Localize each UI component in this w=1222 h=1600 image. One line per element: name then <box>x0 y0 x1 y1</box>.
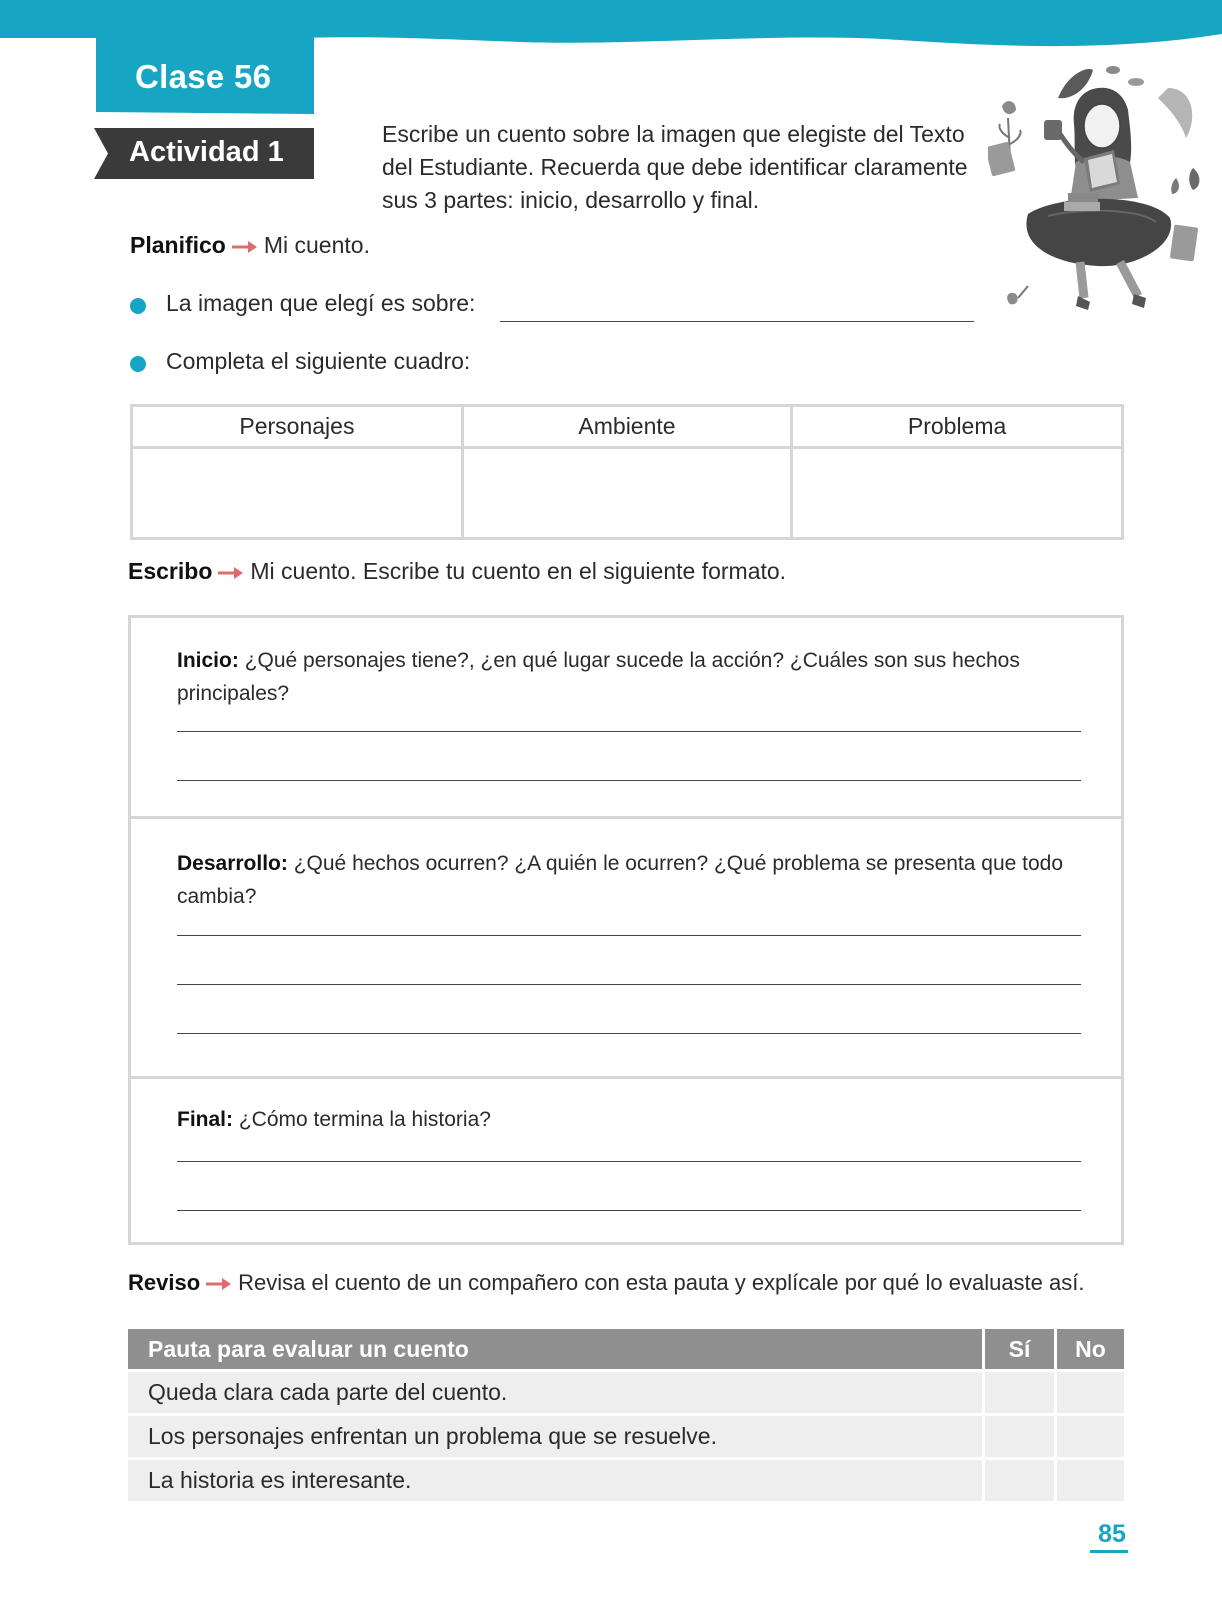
header-problema: Problema <box>792 407 1121 447</box>
si-checkbox-cell[interactable] <box>982 1457 1054 1501</box>
inicio-question: ¿Qué personajes tiene?, ¿en qué lugar sucede la acción? ¿Cuáles son sus hechos principales? <box>177 649 1020 705</box>
reviso-text: Revisa el cuento de un compañero con esta pauta y explícale por qué lo evaluaste así. <box>238 1270 1085 1295</box>
story-format-box <box>128 615 1124 1245</box>
section-desarrollo <box>131 816 1121 1076</box>
section-final <box>131 1076 1121 1242</box>
evaluation-table <box>128 1329 1124 1501</box>
writing-line[interactable] <box>177 1161 1081 1162</box>
column-si: Sí <box>982 1329 1054 1369</box>
escribo-text: Mi cuento. Escribe tu cuento en el siguiente formato. <box>250 558 787 584</box>
header-ambiente: Ambiente <box>462 407 791 447</box>
final-prompt <box>177 1103 1077 1136</box>
bullet-dot-icon <box>130 298 146 314</box>
class-title: Clase 56 <box>135 58 272 95</box>
criterion-text: Queda clara cada parte del cuento. <box>128 1369 982 1413</box>
desarrollo-question: ¿Qué hechos ocurren? ¿A quién le ocurren? ¿Qué problema se presenta que todo cambia? <box>177 852 1064 908</box>
header-personajes: Personajes <box>133 407 462 447</box>
evaluation-header: Pauta para evaluar un cuento <box>128 1329 982 1369</box>
bullet-imagen <box>130 290 475 317</box>
page-number: 85 <box>1098 1520 1126 1548</box>
activity-instructions: Escribe un cuento sobre la imagen que elegiste del Texto del Estudiante. Recuerda que debe identificar claramente sus 3 partes: inicio, desarrollo y final. <box>382 121 968 213</box>
no-checkbox-cell[interactable] <box>1054 1413 1124 1457</box>
criterion-text: Los personajes enfrentan un problema que se resuelve. <box>128 1413 982 1457</box>
writing-line[interactable] <box>177 935 1081 936</box>
reviso-heading <box>128 1270 1084 1296</box>
reviso-label: Reviso <box>128 1270 201 1295</box>
escribo-heading <box>128 558 786 585</box>
writing-line[interactable] <box>177 731 1081 732</box>
cell-personajes[interactable] <box>133 447 462 537</box>
planifico-label: Planifico <box>130 232 226 258</box>
desarrollo-title: Desarrollo: <box>177 852 288 875</box>
cell-ambiente[interactable] <box>462 447 791 537</box>
table-row <box>128 1457 1124 1501</box>
writing-line[interactable] <box>177 780 1081 781</box>
arrow-right-icon <box>206 1277 232 1291</box>
column-no: No <box>1054 1329 1124 1369</box>
imagen-answer-line[interactable] <box>500 321 974 322</box>
si-checkbox-cell[interactable] <box>982 1369 1054 1413</box>
si-checkbox-cell[interactable] <box>982 1413 1054 1457</box>
cell-problema[interactable] <box>792 447 1121 537</box>
arrow-right-icon <box>218 566 244 580</box>
final-question: ¿Cómo termina la historia? <box>238 1108 491 1131</box>
bullet-cuadro <box>130 348 470 375</box>
bullet-text-imagen: La imagen que elegí es sobre: <box>166 290 476 316</box>
escribo-label: Escribo <box>128 558 213 584</box>
criterion-text: La historia es interesante. <box>128 1457 982 1501</box>
desarrollo-prompt <box>177 847 1077 913</box>
page-number-underline <box>1090 1550 1128 1553</box>
writing-line[interactable] <box>177 984 1081 985</box>
no-checkbox-cell[interactable] <box>1054 1457 1124 1501</box>
writing-line[interactable] <box>177 1033 1081 1034</box>
planning-table <box>130 404 1124 540</box>
writing-line[interactable] <box>177 1210 1081 1211</box>
planifico-text: Mi cuento. <box>263 232 370 258</box>
bullet-text-cuadro: Completa el siguiente cuadro: <box>166 348 471 374</box>
table-row <box>128 1413 1124 1457</box>
bullet-dot-icon <box>130 356 146 372</box>
inicio-prompt <box>177 644 1077 710</box>
activity-title: Actividad 1 <box>129 136 284 168</box>
arrow-right-icon <box>232 240 258 254</box>
no-checkbox-cell[interactable] <box>1054 1369 1124 1413</box>
planifico-heading <box>130 232 370 259</box>
girl-reading-book-illustration <box>988 58 1210 328</box>
final-title: Final: <box>177 1108 233 1131</box>
inicio-title: Inicio: <box>177 649 239 672</box>
table-row <box>128 1369 1124 1413</box>
section-inicio <box>131 618 1121 816</box>
